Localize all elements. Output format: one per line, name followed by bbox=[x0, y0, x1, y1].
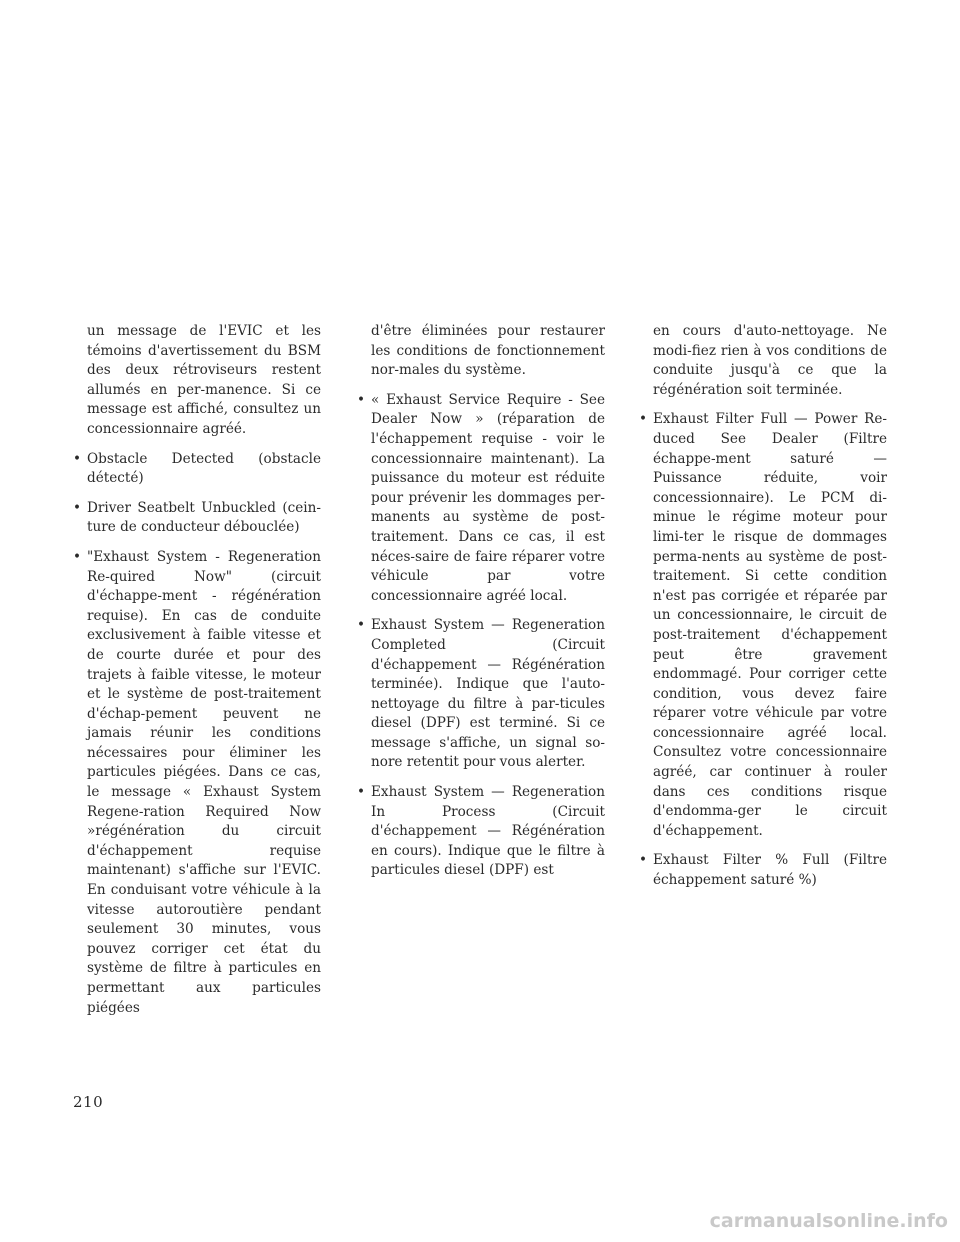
text-column-3 bbox=[639, 322, 887, 901]
list-item: • Driver Seatbelt Unbuckled (cein-ture de conducteur débouclée) bbox=[73, 499, 321, 536]
bullet-icon: • bbox=[357, 784, 366, 801]
list-item: • Exhaust Filter % Full (Filtre échappement saturé %) bbox=[639, 852, 887, 889]
bullet-icon: • bbox=[639, 411, 648, 428]
bullet-icon: • bbox=[73, 450, 82, 467]
bullet-icon: • bbox=[73, 548, 82, 565]
text-column-2 bbox=[357, 322, 605, 891]
continuation-paragraph: d'être éliminées pour restaurer les conditions de fonctionnement nor-males du système. bbox=[371, 323, 605, 379]
page-number: 210 bbox=[73, 1093, 104, 1111]
list-item: • Exhaust System — Regeneration Completed (Circuit d'échappement — Régénération terminée). Indique que l'auto-nettoyage du filtre à par-ticules diesel (DPF) est terminé. Si ce message s'affiche, un signal so-nore retentit pour vous alerter. bbox=[357, 617, 605, 771]
list-item: • « Exhaust Service Require - See Dealer Now » (réparation de l'échappement requise - voir le concessionnaire maintenant). La puissance du moteur est réduite pour prévenir les dommages per-manents au système de post-traitement. Dans ce cas, il est néces-saire de faire réparer votre véhicule par votre concessionnaire agréé local. bbox=[357, 391, 605, 604]
list-item: • Exhaust Filter Full — Power Re-duced See Dealer (Filtre échappe-ment saturé — Puissance réduite, voir concessionnaire). Le PCM di-minue le régime moteur pour limi-ter le risque de dommages perma-nents au système de post-traitement. Si cette condition n'est pas corrigée et réparée par un concessionnaire, le circuit de post-traitement d'échappement peut être gravement endommagé. Pour corriger cette condition, vous devez faire réparer votre véhicule par votre concessionnaire agréé local. Consultez votre concessionnaire agréé, car continuer à rouler dans ces conditions risque d'endomma-ger le circuit d'échappement. bbox=[639, 411, 887, 839]
bullet-icon: • bbox=[73, 499, 82, 516]
continuation-paragraph: un message de l'EVIC et les témoins d'avertissement du BSM des deux rétroviseurs restent allumés en per-manence. Si ce message est affiché, consultez un concessionnaire agréé. bbox=[87, 323, 321, 437]
bullet-icon: • bbox=[357, 617, 366, 634]
bullet-icon: • bbox=[639, 852, 648, 869]
continuation-paragraph: en cours d'auto-nettoyage. Ne modi-fiez rien à vos conditions de conduite jusqu'à ce que la régénération soit terminée. bbox=[653, 323, 887, 398]
list-item: • "Exhaust System - Regeneration Re-quired Now" (circuit d'échappe-ment - régénération requise). En cas de conduite exclusivement à faible vitesse et de courte durée et pour des trajets à faible vitesse, le moteur et le système de post-traitement d'échap-pement peuvent ne jamais réunir les conditions nécessaires pour éliminer les particules piégées. Dans ce cas, le message « Exhaust System Regene-ration Required Now »régénération du circuit d'échappement requise maintenant) s'affiche sur l'EVIC. En conduisant votre véhicule à la vitesse autoroutière pendant seulement 30 minutes, vous pouvez corriger cet état du système de filtre à particules en permettant aux particules piégées bbox=[73, 548, 321, 1016]
watermark: carmanualsonline.info bbox=[709, 1210, 948, 1232]
list-item: • Obstacle Detected (obstacle détecté) bbox=[73, 450, 321, 487]
bullet-icon: • bbox=[357, 391, 366, 408]
text-column-1 bbox=[73, 322, 321, 1028]
list-item: • Exhaust System — Regeneration In Process (Circuit d'échappement — Régénération en cours). Indique que le filtre à particules diesel (DPF) est bbox=[357, 784, 605, 879]
